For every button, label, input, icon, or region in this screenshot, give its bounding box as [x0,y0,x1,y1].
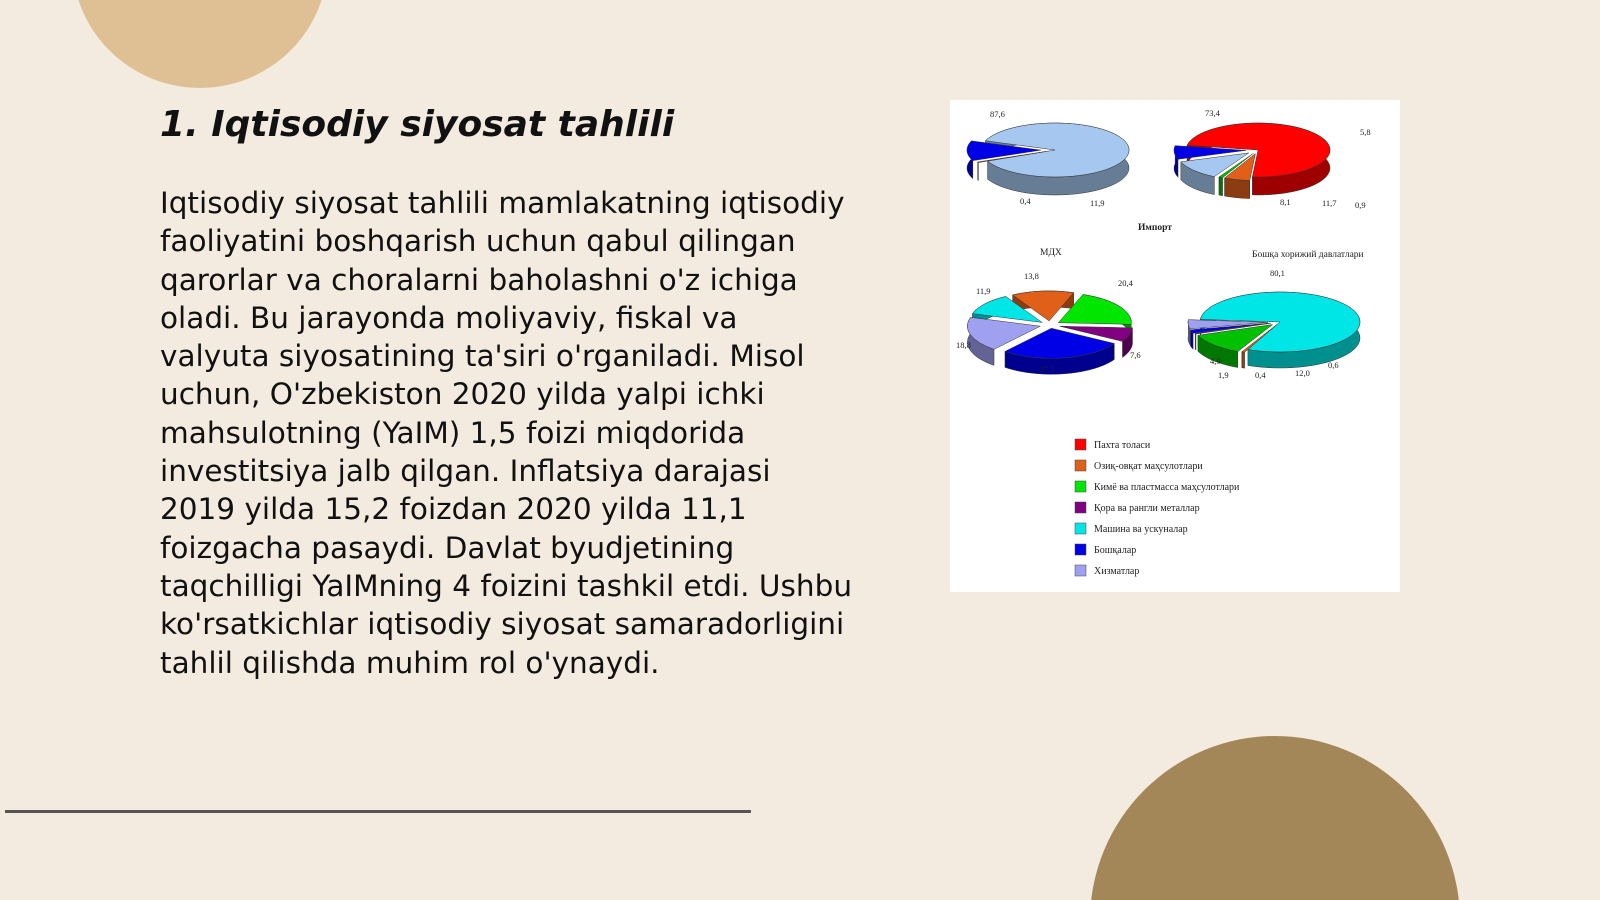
legend-swatch [1075,565,1086,576]
legend-label: Хизматлар [1094,566,1140,577]
legend-label: Озиқ-овқат маҳсулотлари [1094,461,1203,472]
pie-value-label: 4,9 [1210,356,1221,366]
pie-value-label: 20,4 [1118,278,1133,288]
pie-charts-figure [950,100,1400,592]
pie-chart-1 [967,109,1129,208]
pie-value-label: 11,9 [1090,198,1105,208]
pie-slice-side [1195,333,1196,350]
pie-slice-side [978,162,979,181]
legend-swatch [1075,523,1086,534]
pie-chart-title: МДХ [1040,248,1062,258]
pie-value-label: 0,4 [1020,196,1031,206]
pie-value-label: 73,4 [1205,108,1220,118]
pie-value-label: 87,6 [990,109,1005,119]
pie-value-label: 7,6 [1130,350,1141,360]
legend-swatch [1075,439,1086,450]
legend-label: Бошқалар [1094,545,1137,556]
pie-value-label: 80,1 [1270,268,1285,278]
pie-chart-2 [1138,108,1371,233]
pie-value-label: 0,4 [1255,370,1266,380]
legend-label: Қора ва рангли металлар [1094,503,1200,514]
pie-value-label: 18,8 [956,340,971,350]
pie-chart-title: Импорт [1138,223,1172,233]
decorative-circle-bottom [1090,736,1460,900]
pie-chart-4 [1188,249,1364,380]
pie-slice-side [1242,352,1245,368]
pie-value-label: 8,1 [1280,197,1291,207]
pie-slice-side [1219,177,1223,196]
legend-label: Пахта толаси [1094,440,1151,451]
legend-label: Машина ва ускуналар [1094,524,1188,535]
slide-body-text: Iqtisodiy siyosat tahlili mamlakatning iqtisodiy faoliyatini boshqarish uchun qabul qilingan qarorlar va choralarni baholashni o'z ichiga oladi. Bu jarayonda moliyaviy, fiskal va valyuta siyosatining ta'siri o'rganiladi. Misol uchun, O'zbekiston 2020 yilda yalpi ichki mahsulotning (YaIM) 1,5 foizi miqdorida investitsiya jalb qilgan. Inflatsiya darajasi 2019 yilda 15,2 foizdan 2020 yilda 11,1 foizgacha pasaydi. Davlat byudjetining taqchilligi YaIMning 4 foizini tashkil etdi. Ushbu ko'rsatkichlar iqtisodiy siyosat samaradorligini tahlil qilishda muhim rol o'ynaydi. [160,186,853,680]
pie-value-label: 11,7 [1322,198,1337,208]
pie-chart-3 [956,248,1141,374]
pie-charts-svg [950,100,1400,592]
pie-value-label: 0,6 [1328,360,1339,370]
pie-slice-side [1225,178,1250,199]
legend-swatch [1075,460,1086,471]
chart-legend [1075,439,1240,577]
legend-swatch [1075,481,1086,492]
pie-value-label: 27,5 [1040,364,1055,374]
legend-swatch [1075,502,1086,513]
pie-value-label: 1,9 [1218,370,1229,380]
divider-line [5,810,751,813]
decorative-circle-top [72,0,328,88]
pie-value-label: 12,0 [1295,368,1310,378]
legend-swatch [1075,544,1086,555]
legend-label: Кимё ва пластмасса маҳсулотлари [1094,482,1240,493]
pie-value-label: 5,8 [1360,127,1371,137]
pie-value-label: 11,9 [976,286,991,296]
pie-value-label: 0,9 [1355,200,1366,210]
pie-chart-title: Бошқа хорижий давлатлари [1252,250,1364,260]
slide-title: 1. Iqtisodiy siyosat tahlili [160,104,675,145]
pie-value-label: 13,8 [1024,271,1039,281]
